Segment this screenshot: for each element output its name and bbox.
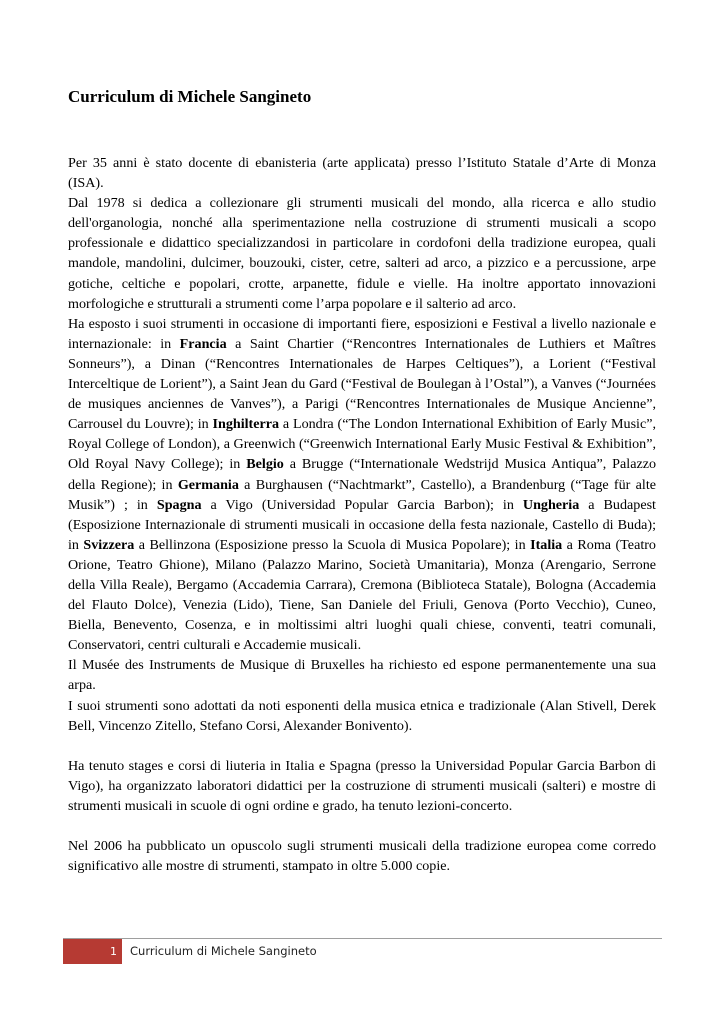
country-italia: Italia — [530, 536, 563, 553]
document-body — [68, 153, 656, 876]
country-svizzera: Svizzera — [83, 536, 135, 553]
country-ungheria: Ungheria — [522, 496, 580, 513]
footer-title: Curriculum di Michele Sangineto — [130, 944, 317, 958]
text-run: a Burghausen (“Nachtmarkt”, Castello), a Brandenburg (“Tage für alte Musik”) ; in — [68, 476, 656, 513]
paragraph-exhibitions — [68, 314, 656, 656]
paragraph-courses: Ha tenuto stages e corsi di liuteria in Italia e Spagna (presso la Universidad Popular Garcia Barbon di Vigo), ha organizzato laboratori didattici per la costruzione di strumenti musicali (salteri) e mostre di strumenti musicali in scuole di ogni ordine e grado, ha tenuto lezioni-concerto. — [68, 757, 656, 814]
country-belgio: Belgio — [246, 456, 284, 473]
paragraph-museum: Il Musée des Instruments de Musique di Bruxelles ha richiesto ed espone permanentemente una sua arpa. — [68, 657, 656, 694]
text-run: Ha esposto i suoi strumenti in occasione di importanti fiere, esposizioni e Festival a livello nazionale e internazionale: in — [68, 315, 656, 352]
country-francia: Francia — [179, 335, 227, 352]
text-run: a Bellinzona (Esposizione presso la Scuola di Musica Popolare); in — [134, 536, 531, 553]
paragraph-publication: Nel 2006 ha pubblicato un opuscolo sugli strumenti musicali della tradizione europea come corredo significativo alle mostre di strumenti, stampato in oltre 5.000 copie. — [68, 838, 656, 875]
text-run: a Roma (Teatro Orione, Teatro Ghione), Milano (Palazzo Marino, Società Umanitaria), Monza (Arengario, Serrone della Villa Reale), Bergamo (Accademia Carrara), Cremona (Biblioteca Statale), Bologna (Accademia del Flauto Dolce), Venezia (Lido), Tiene, San Daniele del Friuli, Genova (Porto Vecchio), Cuneo, Biella, Benevento, Cosenza, e in moltissimi altri luoghi quali chiese, conventi, teatri comunali, Conservatori, centri culturali e Accademie musicali. — [68, 536, 656, 654]
document-title: Curriculum di Michele Sangineto — [68, 87, 312, 106]
text-run: a Saint Chartier (“Rencontres Internationales de Luthiers et Maîtres Sonneurs”), a Dinan (“Rencontres Internationales de Harpes Celtiques”), a Lorient (“Festival Interceltique de Lorient”), a Saint Jean du Gard (“Festival de Boulegan à l’Ostal”), a Vanves (“Journées de musiques anciennes de Vanves”), a Parigi (“Rencontres Internationales de Musique Ancienne”, Carrousel du Louvre); in — [68, 335, 656, 433]
country-spagna: Spagna — [156, 496, 202, 513]
paragraph-teaching: Per 35 anni è stato docente di ebanisteria (arte applicata) presso l’Istituto Statale d’Arte di Monza (ISA). — [68, 155, 656, 192]
footer-page-number: 1 — [63, 939, 122, 964]
paragraph-collecting: Dal 1978 si dedica a collezionare gli strumenti musicali del mondo, alla ricerca e allo studio dell'organologia, nonché alla sperimentazione nella costruzione di strumenti musicali a scopo professionale e didattico specializzandosi in particolare in cordofoni della tradizione europea, quali mandole, mandolini, dulcimer, bouzouki, cister, cetre, salteri ad arco, a pizzico e a percussione, arpe gotiche, celtiche e popolari, crotte, arpanette, fidule e vielle. Ha inoltre apportato innovazioni morfologiche e strutturali a strumenti come l’arpa popolare e il salterio ad arco. — [68, 195, 656, 312]
text-run: a Budapest (Esposizione Internazionale di strumenti musicali in occasione della festa nazionale, Castello di Buda); in — [68, 496, 656, 553]
text-run: a Londra (“The London International Exhibition of Early Music”, Royal College of London), a Greenwich (“Greenwich International Early Music Festival & Exhibition”, Old Royal Navy College); in — [68, 416, 657, 473]
text-run: a Vigo (Universidad Popular Garcia Barbon); in — [201, 496, 523, 513]
text-run: a Brugge (“Internationale Wedstrijd Musica Antiqua”, Palazzo della Regione); in — [68, 456, 657, 493]
country-inghilterra: Inghilterra — [212, 416, 280, 433]
country-germania: Germania — [177, 476, 239, 493]
paragraph-musicians: I suoi strumenti sono adottati da noti esponenti della musica etnica e tradizionale (Alan Stivell, Derek Bell, Vincenzo Zitello, Stefano Corsi, Alexander Bonivento). — [68, 697, 656, 734]
